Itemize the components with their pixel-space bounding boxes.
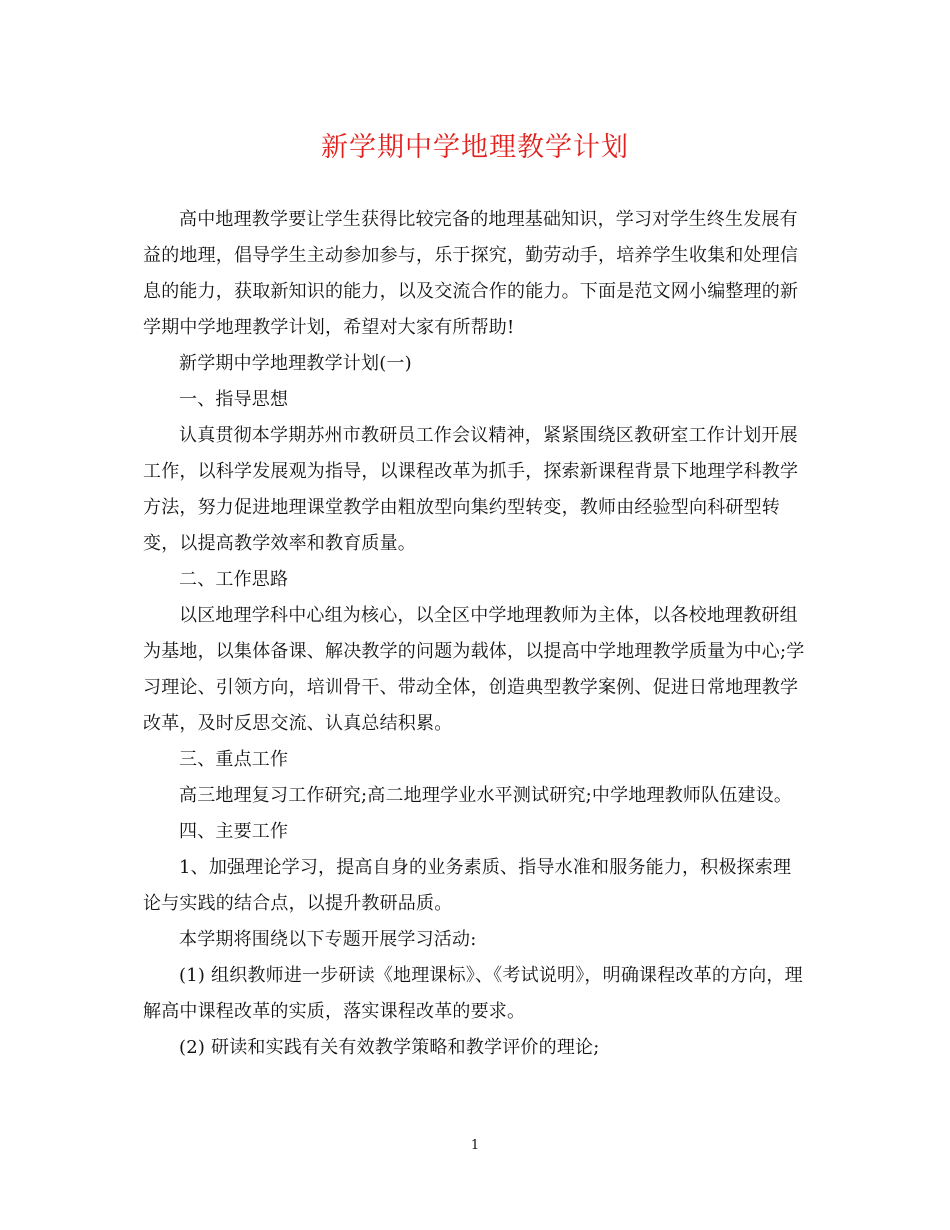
work-approach-paragraph: 以区地理学科中心组为核心，以全区中学地理教师为主体，以各校地理教研组为基地，以集体备课、解决教学的问题为载体，以提高中学地理教学质量为中心;学习理论、引领方向，培训骨干、带动全体，创造典型教学案例、促进日常地理教学改革，及时反思交流、认真总结积累。: [143, 605, 805, 734]
plan-subtitle: 新学期中学地理教学计划(一): [179, 353, 412, 374]
document-title: 新学期中学地理教学计划: [321, 132, 629, 163]
study-activities-intro: 本学期将围绕以下专题开展学习活动:: [179, 929, 477, 950]
section-heading-work-approach: 二、工作思路: [179, 569, 289, 590]
section-heading-guiding-ideology: 一、指导思想: [179, 389, 289, 410]
guiding-ideology-paragraph: 认真贯彻本学期苏州市教研员工作会议精神，紧紧围绕区教研室工作计划开展工作，以科学发展观为指导，以课程改革为抓手，探索新课程背景下地理学科教学方法，努力促进地理课堂教学由粗放型向集约型转变，教师由经验型向科研型转变，以提高教学效率和教育质量。: [143, 425, 799, 554]
main-work-item-1: 1、加强理论学习，提高自身的业务素质、指导水准和服务能力，积极探索理论与实践的结合点，以提升教研品质。: [143, 857, 792, 914]
key-work-paragraph: 高三地理复习工作研究;高二地理学业水平测试研究;中学地理教师队伍建设。: [179, 785, 793, 806]
study-activity-1: (1) 组织教师进一步研读《地理课标》、《考试说明》，明确课程改革的方向，理解高中课程改革的实质，落实课程改革的要求。: [143, 965, 803, 1022]
study-activity-2: (2) 研读和实践有关有效教学策略和教学评价的理论;: [179, 1037, 600, 1058]
section-heading-key-work: 三、重点工作: [179, 749, 289, 770]
intro-paragraph: 高中地理教学要让学生获得比较完备的地理基础知识，学习对学生终生发展有益的地理，倡导学生主动参加参与，乐于探究，勤劳动手，培养学生收集和处理信息的能力，获取新知识的能力，以及交流合作的能力。下面是范文网小编整理的新学期中学地理教学计划，希望对大家有所帮助!: [143, 209, 799, 338]
document-body: [143, 202, 807, 1066]
page-number: 1: [470, 1138, 480, 1153]
section-heading-main-work: 四、主要工作: [179, 821, 289, 842]
